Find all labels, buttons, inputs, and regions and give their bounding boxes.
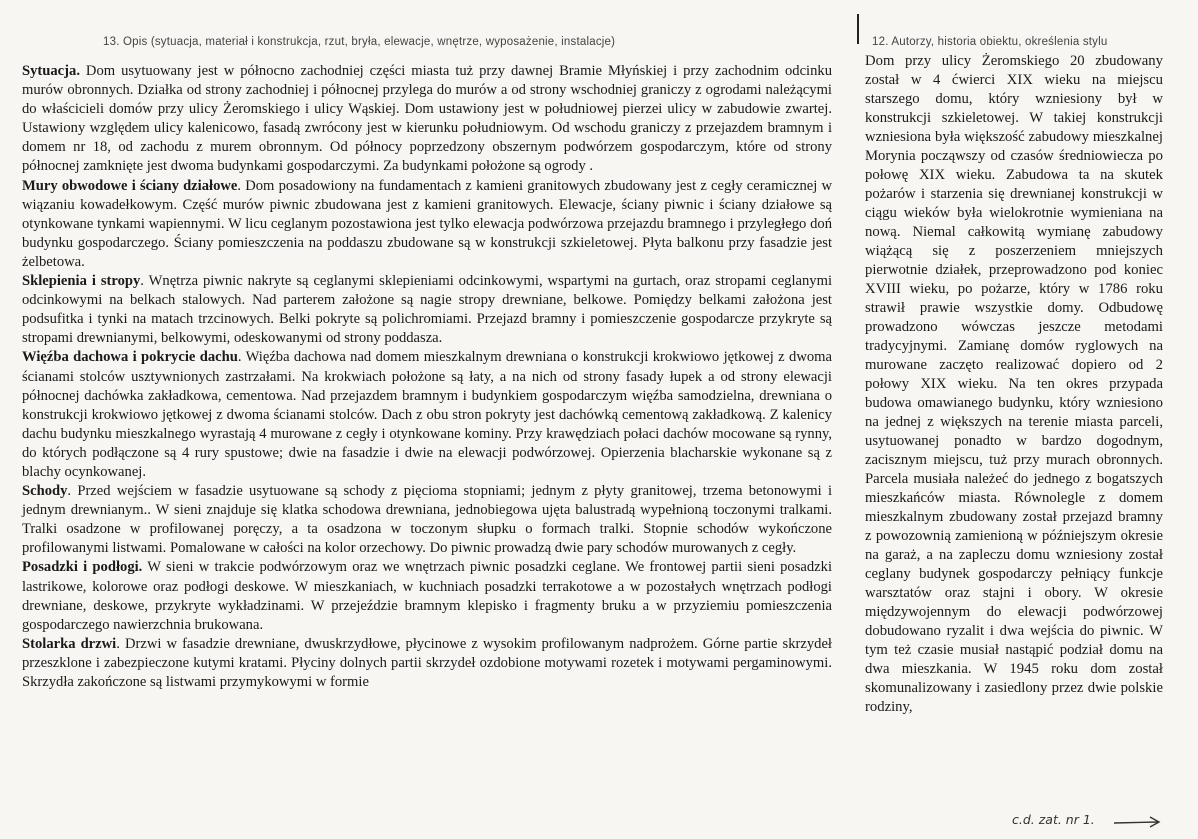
handwritten-continuation-note: c.d. zat. nr 1. (1012, 812, 1095, 827)
history-text: Dom przy ulicy Żeromskiego 20 zbudowany został w 4 ćwierci XIX wieku na miejscu starszego domu, który wzniesiony był w konstrukcji szkieletowej. W takiej konstrukcji wzniesiona była większość zabudowy mieszkalnej Morynia począwszy od czasów średniowiecza po połowę XIX wieku. Zabudowa ta na skutek pożarów i starzenia się drewnianej konstrukcji w ciągu wieków była wielokrotnie wymieniana na nową. Niemal całkowitą wymianę zabudowy wiążącą się z poszerzeniem mniejszych pierwotnie działek, przeprowadzono pod koniec XVIII wieku, po pożarze, który w 1786 roku strawił prawie wszystkie domy. Odbudowę prowadzono wówczas jeszcze metodami tradycyjnymi. Zamianę domów ryglowych na murowane zaczęto realizować dopiero od 2 połowy XIX wieku. Na ten okres przypada budowa omawianego budynku, który wzniesiono na jednej z większych na terenie miasta parceli, usytuowanej ponadto w bardzo dogodnym, zacisznym miejscu, tuż przy murach obronnych. Parcela musiała należeć do jednego z bogatszych mieszkańców miasta. Równolegle z domem mieszkalnym zbudowany został przejazd bramny z powozownią zamienioną w późniejszym okresie na garaż, a na zapleczu domu wzniesiony został ceglany budynek gospodarczy pełniący funkcje warsztatów oraz stajni i obory. W okresie międzywojennym do elewacji podwórzowej dobudowano ryzalit i dwa wejścia do piwnic. W tym też czasie musiał nastąpić podział domu na dwa mieszkania. W 1945 roku dom został skomunalizowany i zasiedlony przez dwie polskie rodziny, (865, 53, 1163, 715)
paragraph-roof (22, 348, 832, 482)
paragraph-vaults (22, 272, 832, 348)
paragraph-stairs (22, 482, 832, 558)
description-column (22, 62, 832, 692)
heading-situation: Sytuacja. (22, 63, 80, 79)
paragraph-floors (22, 558, 832, 634)
heading-doors: Stolarka drzwi (22, 635, 117, 652)
heading-vaults: Sklepienia i stropy (22, 273, 141, 290)
description-section-header: 13. Opis (sytuacja, materiał i konstrukcja, rzut, bryła, elewacje, wnętrze, wyposażenie, instalacje) (103, 36, 616, 48)
heading-walls: Mury obwodowe i ściany działowe (22, 177, 238, 194)
history-section-header: 12. Autorzy, historia obiektu, określenia stylu (872, 36, 1108, 48)
paragraph-situation (22, 62, 832, 177)
text-floors: W sieni w trakcie podwórzowym oraz we wnętrzach piwnic posadzki ceglane. We frontowej partii sieni posadzki lastrikowe, kolorowe oraz podłogi deskowe. W mieszkaniach, w kuchniach posadzki terrakotowe a w pozostałych wnętrzach podłogi drewniane, deskowe, przykryte wykładzinami. W przejeździe bramnym klepisko i fragmenty bruku a w przyziemiu pomieszczenia gospodarczego nawierzchnia brukowana. (22, 559, 833, 633)
text-situation: Dom usytuowany jest w północno zachodniej części miasta tuż przy dawnej Bramie Młyńskiej i przy zachodnim odcinku murów obronnych. Działka od strony zachodniej i północnej przylega do murów a od strony wschodniej graniczy z ogrodami należącymi do właścicieli domów przy ulicy Żeromskiego i ulicy Wąskiej. Dom ustawiony jest w połudn‌iowej pierzei ulicy w zabudowie zwartej. Ustawiony względem ulicy kalenicowo, fasadą zwrócony jest w kierunku południowym. Od wschodu graniczy z przejazdem bramnym i domem nr 18, od zachodu z murem obronnym. Od północy poprzedzony obszernym podwórzem gospodarczym, które od strony północnej zamknięte jest dwoma budynkami gospodarczymi. Za budynkami położone są ogrody . (22, 63, 832, 175)
arrow-right-icon (1112, 815, 1162, 829)
column-divider (857, 14, 859, 44)
paragraph-doors (22, 635, 832, 692)
heading-floors: Posadzki i podłogi. (22, 559, 143, 576)
text-roof: . Więźba dachowa nad domem mieszkalnym drewniana o konstrukcji krokwiowo jętkowej z dwoma ścianami stolców usztywnionych zastrzałami. Na krokwiach położone są łaty, a na nich od strony fasady łupek a od strony elewacji północnej dachówka zakładkowa, cementowa. Nad przejazdem bramnym i budynkiem gospodarczym więźba samodzielna, drewniana o konstrukcji krokwiowo jętkowej z dwoma ścianami stolców. Dach z obu stron pokryty jest dachówką cementową zakładkową. Z kalenicy dachu budynku mieszkalnego wyrastają 4 murowane z cegły i otynkowane kominy. Przy krawędziach połaci dachów mocowane są rynny, do których podłączone są 4 rury spustowe; dwie na fasadzie i dwie na elewacji podwórzowej. Opierzenia blacharskie wykonane są z blachy ocynkowanej. (22, 349, 832, 480)
heading-roof: Więźba dachowa i pokrycie dachu (22, 349, 238, 366)
text-vaults: . Wnętrza piwnic nakryte są ceglanymi sklepieniami odcinkowymi, wspartymi na gurtach, oraz stropami ceglanymi odcinkowymi na belkach stalowych. Nad parterem założone są nagie stropy drewniane, belkowe. Pomiędzy belkami założona jest podsufitka i tynki na matach trzcinowych. Belki pokryte są polichromiami. Przejazd bramny i pomieszczenie gospodarcze przykryte są stropami drewnianymi, belkowymi, odeskowanymi od strony poddasza. (22, 273, 833, 347)
paragraph-walls (22, 177, 832, 272)
history-column (865, 52, 1163, 717)
text-doors: . Drzwi w fasadzie drewniane, dwuskrzydłowe, płycinowe z wysokim profilowanym nadprożem. Górne partie skrzydeł przeszklone i zabezpieczone kutymi kratami. Płyciny dolnych partii skrzydeł ozdobione motywami rozetek i motywami pergaminowymi. Skrzydła zakończone są listwami przymykowymi w formie (22, 635, 832, 690)
text-walls: . Dom posadowiony na fundamentach z kamieni granitowych zbudowany jest z cegły ceramicznej w wiązaniu kowadełkowym. Część murów piwnic zbudowana jest z kamieni granitowych. Elewacje, ściany piwnic i ściany działowe są otynkowane tynkami wapiennymi. W licu ceglanym pozostawiona jest tylko elewacja podwórzowa przejazdu bramnego i przyległego doń budynku gospodarczego. Ściany pomieszczenia na poddaszu zbudowane są w konstrukcji szkieletowej. Płyta balkonu przy fasadzie jest żelbetowa. (22, 177, 832, 270)
heading-stairs: Schody (22, 483, 68, 500)
text-stairs: . Przed wejściem w fasadzie usytuowane są schody z pięcioma stopniami; jednym z płyty granitowej, trzema betonowymi i jednym drewnianym.. W sieni znajduje się klatka schodowa drewniana, jednobiegowa ujęta balustradą wypełnioną toczonymi tralkami. Tralki osadzone w profilowanej poręczy, a ta osadzona w toczonym słupku o formach tralki. Stopnie schodów wykończone profilowanymi listwami. Pomalowane w całości na kolor orzechowy. Do piwnic prowadzą dwie pary schodów murowanych z cegły. (22, 483, 832, 557)
